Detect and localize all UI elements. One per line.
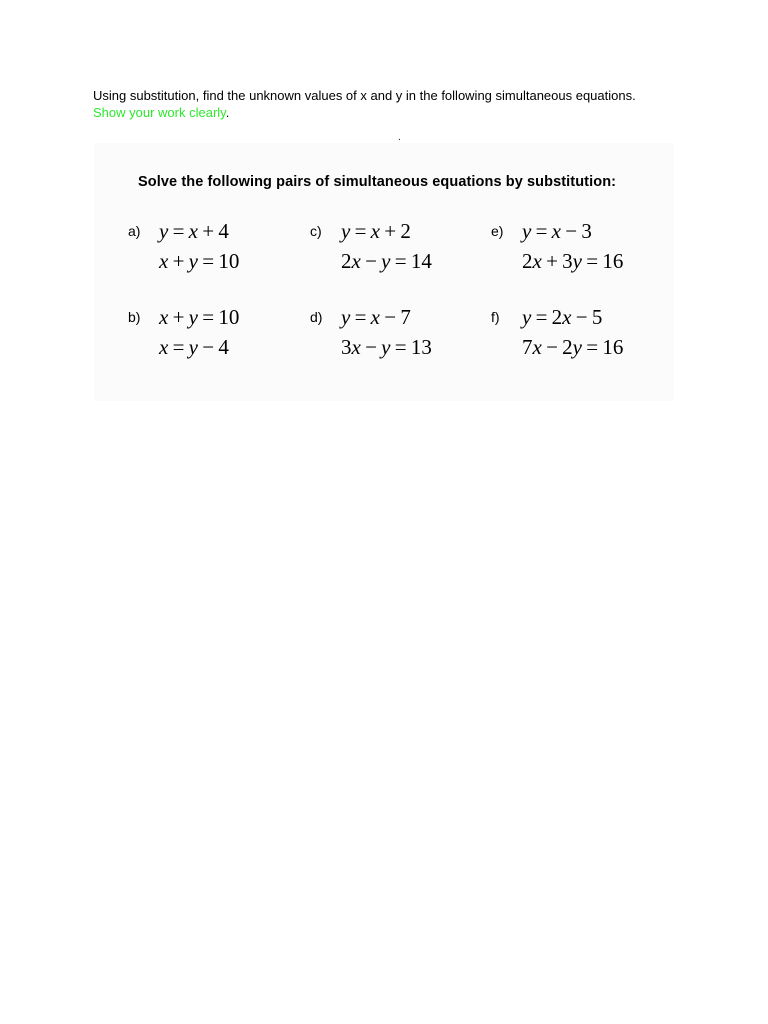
problem-label: f) xyxy=(491,309,500,325)
problem-label: b) xyxy=(128,309,141,325)
equation-1: y = x − 7 xyxy=(341,305,411,329)
instructions-paragraph xyxy=(93,87,653,121)
equation-2: 7x − 2y = 16 xyxy=(522,335,624,359)
exercise-title: Solve the following pairs of simultaneous equations by substitution: xyxy=(138,174,617,190)
stray-mark: . xyxy=(398,132,401,143)
problem-label: a) xyxy=(128,223,141,239)
problem-label: e) xyxy=(491,223,504,239)
instructions-highlight: Show your work clearly xyxy=(93,105,226,120)
equation-2: 2x − y = 14 xyxy=(341,249,432,273)
equation-2: 3x − y = 13 xyxy=(341,335,432,359)
equation-1: y = 2x − 5 xyxy=(522,305,603,329)
problem-c xyxy=(310,219,490,289)
problem-a xyxy=(128,219,308,289)
problem-b xyxy=(128,305,308,375)
problem-d xyxy=(310,305,490,375)
exercise-image xyxy=(94,143,674,401)
equation-2: x = y − 4 xyxy=(159,335,229,359)
problem-label: c) xyxy=(310,223,322,239)
equation-2: 2x + 3y = 16 xyxy=(522,249,624,273)
instructions-end: . xyxy=(225,105,230,120)
equation-2: x + y = 10 xyxy=(159,249,240,273)
equation-1: x + y = 10 xyxy=(159,305,240,329)
problem-f xyxy=(491,305,671,375)
equation-1: y = x − 3 xyxy=(522,219,592,243)
equation-1: y = x + 4 xyxy=(159,219,229,243)
instructions-text: Using substitution, find the unknown values of x and y in the following simultaneous equations. xyxy=(93,88,636,103)
equation-1: y = x + 2 xyxy=(341,219,411,243)
problem-e xyxy=(491,219,671,289)
problem-label: d) xyxy=(310,309,323,325)
